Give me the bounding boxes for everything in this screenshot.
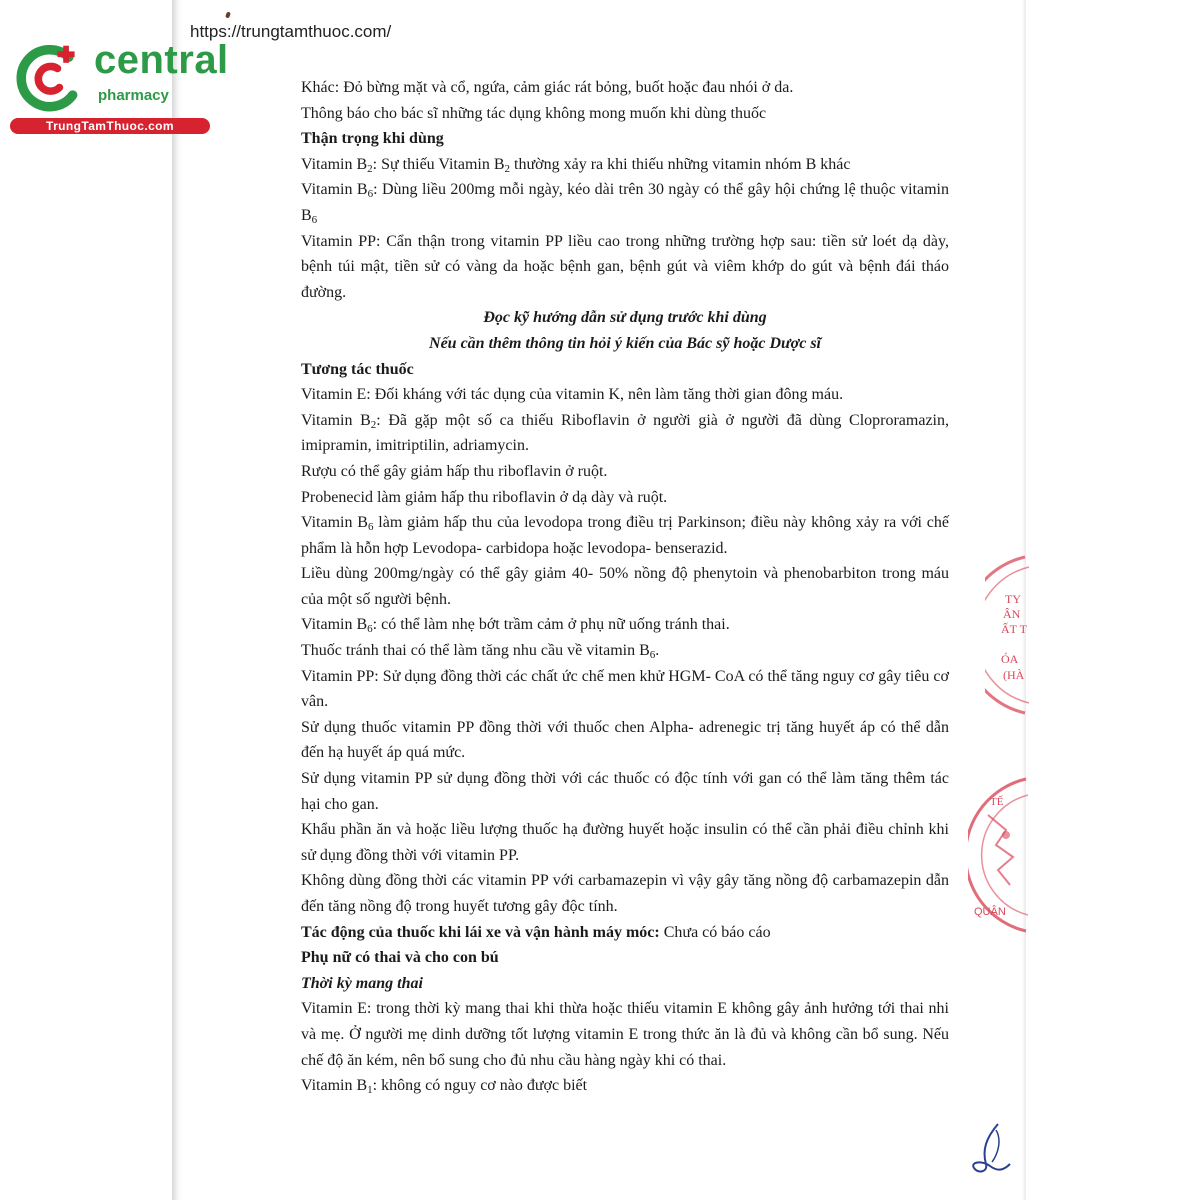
stamp-text: QUẬN <box>974 906 1006 918</box>
paragraph: Thông báo cho bác sĩ những tác dụng không mong muốn khi dùng thuốc <box>301 104 767 122</box>
centered-notice-read-instructions: Đọc kỹ hướng dẫn sử dụng trước khi dùng <box>483 309 767 327</box>
paragraph: Vitamin $B_2$: Sự thiếu Vitamin $B_2$ thường xảy ra khi thiếu những vitamin nhóm B khác <box>301 155 851 175</box>
paragraph: Vitamin $B_6$: có thể làm nhẹ bớt trầm cảm ở phụ nữ uống tránh thai. <box>301 616 730 636</box>
company-stamp-fragment <box>985 555 1030 715</box>
paragraph: Khác: Đỏ bừng mặt và cổ, ngứa, cảm giác rát bỏng, buốt hoặc đau nhói ở da. <box>301 79 794 96</box>
paragraph: Rượu có thể gây giảm hấp thu riboflavin ở ruột. <box>301 462 608 480</box>
stamp-text: ÓA <box>1001 652 1019 666</box>
paragraph: Khẩu phần ăn và hoặc liều lượng thuốc hạ đường huyết hoặc insulin có thể cần phải điều chỉnh khi sử dụng đồng thời với vitamin PP. <box>301 821 949 864</box>
centered-notice-consult: Nếu cần thêm thông tin hỏi ý kiến của Bác sỹ hoặc Dược sĩ <box>429 334 821 352</box>
official-seal-fragment <box>968 775 1028 935</box>
stamp-text: (HÀ <box>1003 668 1025 682</box>
section-heading-interactions: Tương tác thuốc <box>301 360 414 378</box>
paragraph: Vitamin $B_6$: Dùng liều 200mg mỗi ngày, kéo dài trên 30 ngày có thể gây hội chứng lệ thuộc vitamin $B_6$ <box>301 181 949 226</box>
subheading-pregnancy-period: Thời kỳ mang thai <box>301 974 423 992</box>
source-url[interactable]: https://trungtamthuoc.com/ <box>190 22 392 41</box>
paragraph: Liều dùng 200mg/ngày có thể gây giảm 40- 50% nồng độ phenytoin và phenobarbiton trong máu của một số người bệnh. <box>301 565 949 608</box>
scan-left-shadow <box>172 0 182 1200</box>
paragraph: Vitamin PP: Sử dụng đồng thời các chất ức chế men khử HGM- CoA có thể tăng nguy cơ gây tiêu cơ vân. <box>301 667 949 711</box>
logo-wordmark: central <box>94 38 229 82</box>
paragraph: Vitamin $B_1$: không có nguy cơ nào được biết <box>301 1077 588 1097</box>
paragraph: Vitamin PP: Cẩn thận trong vitamin PP liều cao trong những trường hợp sau: tiền sử loét dạ dày, bệnh túi mật, tiền sử có vàng da hoặc bệnh gan, bệnh gút và viêm khớp do gút và bệnh đái tháo đường. <box>301 232 949 301</box>
paragraph: Probenecid làm giảm hấp thu riboflavin ở dạ dày và ruột. <box>301 488 668 506</box>
section-heading-pregnancy: Phụ nữ có thai và cho con bú <box>301 949 499 967</box>
stamp-text: TẾ <box>990 796 1004 808</box>
logo-subtitle: pharmacy <box>98 87 169 104</box>
ink-speck <box>225 11 231 18</box>
stamp-text: TY <box>1005 592 1021 606</box>
paragraph: Thuốc tránh thai có thể làm tăng nhu cầu về vitamin $B_6$. <box>301 642 660 662</box>
stamp-text: ẤT T <box>1001 622 1027 636</box>
paragraph: Vitamin E: Đối kháng với tác dụng của vitamin K, nên làm tăng thời gian đông máu. <box>301 386 844 404</box>
inline-heading-driving: Tác động của thuốc khi lái xe và vận hành máy móc: <box>301 923 660 941</box>
paragraph: Vitamin E: trong thời kỳ mang thai khi thừa hoặc thiếu vitamin E không gây ảnh hưởng tới thai nhi và mẹ. Ở người mẹ dinh dưỡng tốt lượng vitamin E trong thức ăn là đủ và không cần bổ sung. Nếu chế độ ăn kém, nên bổ sung cho đủ nhu cầu hàng ngày khi có thai. <box>301 1000 949 1069</box>
section-heading-precautions: Thận trọng khi dùng <box>301 130 444 148</box>
paragraph: Không dùng đồng thời các vitamin PP với carbamazepin vì vậy gây tăng nồng độ carbamazepin dẫn đến tăng nồng độ trong huyết tương gây độc tính. <box>301 872 949 915</box>
paragraph: Tác động của thuốc khi lái xe và vận hành máy móc: Chưa có báo cáo <box>301 923 771 941</box>
paragraph: Vitamin $B_6$ làm giảm hấp thu của levodopa trong điều trị Parkinson; điều này không xảy ra với chế phẩm là hỗn hợp Levodopa- carbidopa hoặc levodopa- benserazid. <box>301 514 949 557</box>
logo-site-banner: TrungTamThuoc.com <box>10 118 210 134</box>
paragraph: Sử dụng vitamin PP sử dụng đồng thời với các thuốc có độc tính với gan có thể làm tăng thêm tác hại cho gan. <box>301 770 949 813</box>
document-body <box>301 75 949 1099</box>
logo-emblem-icon <box>10 40 86 116</box>
paragraph: Vitamin $B_2$: Đã gặp một số ca thiếu Riboflavin ở người già ở người đã dùng Cloproramazin, imipramin, imitriptilin, adriamycin. <box>301 411 949 455</box>
paragraph: Sử dụng thuốc vitamin PP đồng thời với thuốc chen Alpha- adrenegic trị tăng huyết áp có thể dẫn đến hạ huyết áp quá mức. <box>301 718 949 762</box>
stamp-text: ÂN <box>1003 607 1021 621</box>
signature-mark <box>968 1120 1018 1180</box>
